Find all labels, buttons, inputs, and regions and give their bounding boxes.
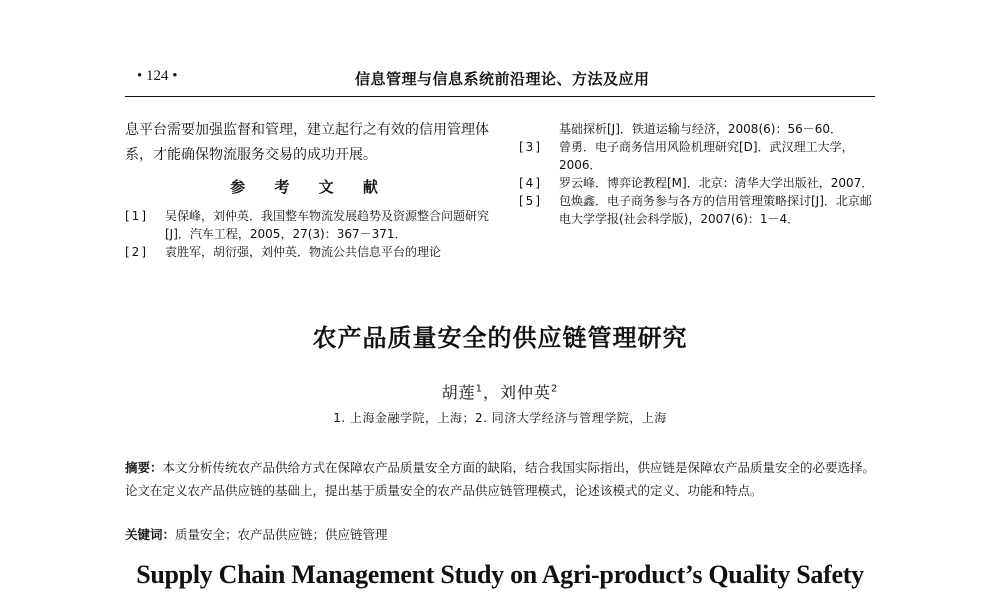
reference-number: [1] xyxy=(125,209,148,223)
author-affiliation-mark: 2 xyxy=(551,383,559,395)
running-header xyxy=(125,64,875,97)
reference-text: 袁胜军，胡衍强，刘仲英．物流公共信息平台的理论 xyxy=(165,245,442,259)
author-separator: ， xyxy=(482,383,500,402)
authors xyxy=(0,380,1000,403)
reference-text: 罗云峰．博弈论教程[M]．北京：清华大学出版社，2007． xyxy=(559,176,874,190)
reference-continuation: 基础探析[J]．铁道运输与经济，2008(6)：56－60． xyxy=(559,122,842,136)
page-number: • 124 • xyxy=(137,68,178,84)
abstract xyxy=(125,456,877,502)
reference-item xyxy=(519,138,881,174)
left-column xyxy=(125,118,495,261)
author-name: 胡莲 xyxy=(441,383,476,402)
affiliations: 1. 上海金融学院，上海；2. 同济大学经济与管理学院，上海 xyxy=(333,411,667,425)
running-header-title: 信息管理与信息系统前沿理论、方法及应用 xyxy=(355,70,650,88)
reference-text: 包焕鑫．电子商务参与各方的信用管理策略探讨[J]．北京邮电大学学报(社会科学版)，2007(6)：1－4． xyxy=(559,194,872,226)
keywords xyxy=(125,525,877,543)
reference-number: [3] xyxy=(519,140,542,154)
reference-item xyxy=(519,174,881,192)
keywords-label: 关键词： xyxy=(125,527,176,542)
reference-number: [5] xyxy=(519,194,542,208)
abstract-text: 本文分析传统农产品供给方式在保障农产品质量安全方面的缺陷，结合我国实际指出，供应链是保障农产品质量安全的必要选择。论文在定义农产品供应链的基础上，提出基于质量安全的农产品供应链管理模式，论述该模式的定义、功能和特点。 xyxy=(125,460,876,498)
article-title: 农产品质量安全的供应链管理研究 xyxy=(312,324,688,352)
reference-item xyxy=(519,192,881,228)
reference-item xyxy=(125,243,495,261)
reference-text: 吴保峰，刘仲英．我国整车物流发展趋势及资源整合问题研究[J]．汽车工程，2005，27(3)：367－371． xyxy=(165,209,490,241)
english-title: Supply Chain Management Study on Agri-product’s Quality Safety xyxy=(136,560,864,589)
reference-text: 曾勇．电子商务信用风险机理研究[D]．武汉理工大学，2006． xyxy=(559,140,854,172)
reference-item xyxy=(125,207,495,243)
abstract-label: 摘要： xyxy=(125,460,163,475)
keywords-text: 质量安全；农产品供应链；供应链管理 xyxy=(175,527,388,542)
body-paragraph: 息平台需要加强监督和管理，建立起行之有效的信用管理体系，才能确保物流服务交易的成功开展。 xyxy=(125,122,489,163)
author-affiliation-mark: 1 xyxy=(475,383,483,395)
references-heading: 参 考 文 献 xyxy=(230,178,390,196)
author-name: 刘仲英 xyxy=(500,383,552,402)
reference-number: [2] xyxy=(125,245,148,259)
right-column xyxy=(519,120,881,228)
reference-number: [4] xyxy=(519,176,542,190)
